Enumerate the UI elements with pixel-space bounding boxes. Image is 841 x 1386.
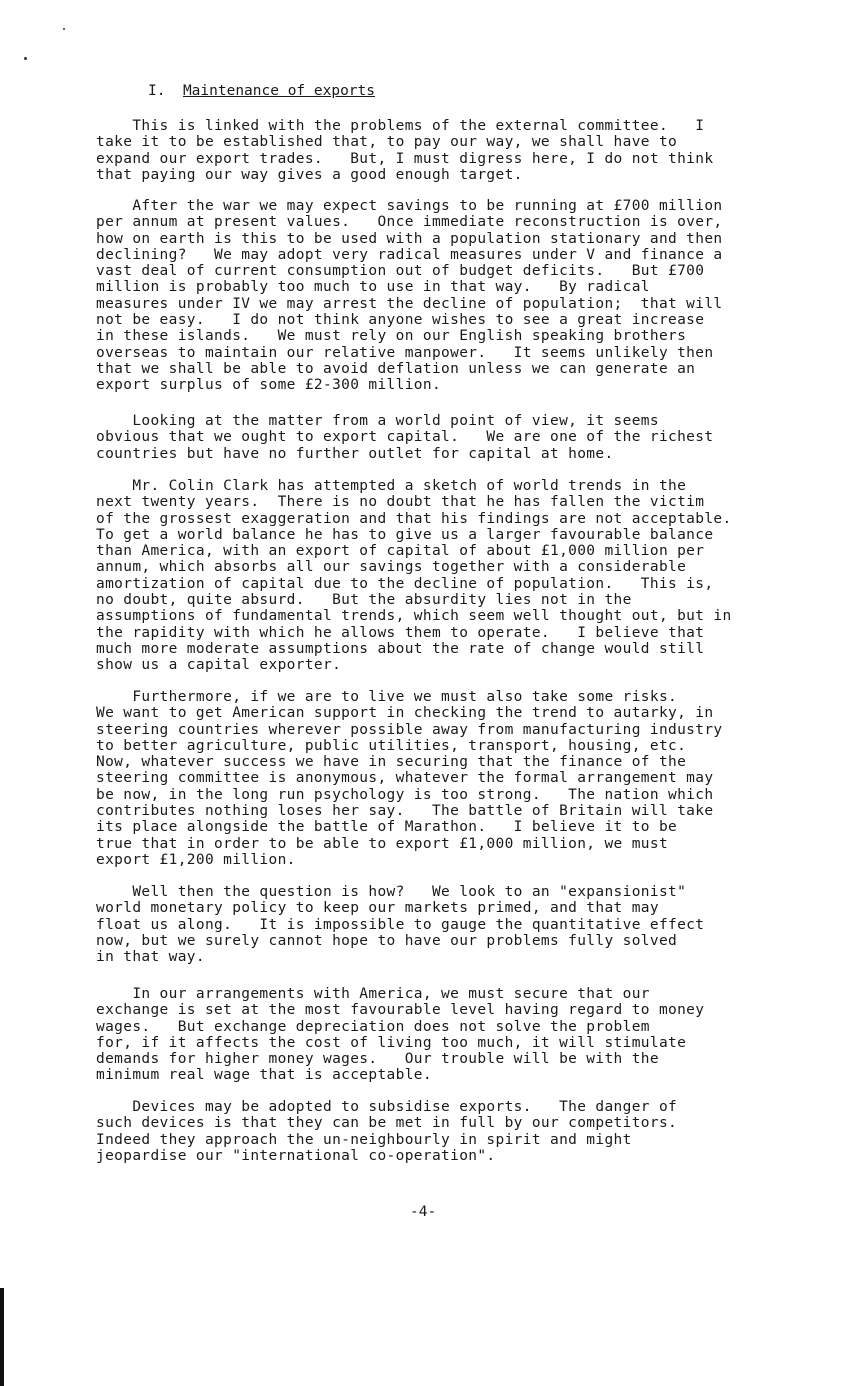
section-title: Maintenance of exports	[182, 83, 375, 99]
paragraph: Devices may be adopted to subsidise exports. The danger of such devices is that they can be met in full by our competitors. Indeed they approach the un-neighbourly in spirit and might jeopardise our "international co-operation".	[96, 1099, 678, 1164]
paragraph: In our arrangements with America, we must secure that our exchange is set at the most favourable level having regard to money wages. But exchange depreciation does not solve the problem for, if it affects the cost of living too much, it will stimulate demands for higher money wages. Our trouble will be with the minimum real wage that is acceptable.	[96, 986, 705, 1084]
paragraph: Looking at the matter from a world point of view, it seems obvious that we ought to export capital. We are one of the richest countries but have no further outlet for capital at home.	[96, 413, 714, 462]
paragraph: Mr. Colin Clark has attempted a sketch of world trends in the next twenty years. There is no doubt that he has fallen the victim of the grossest exaggeration and that his findings are not acceptable. To get a world balance he has to give us a larger favourable balance than America, with an export of capital of about £1,000 million per annum, which absorbs all our savings together with a considerable amortization of capital due to the decline of population. This is, no doubt, quite absurd. But the absurdity lies not in the assumptions of fundamental trends, which seem well thought out, but in the rapidity with which he allows them to operate. I believe that much more moderate assumptions about the rate of change would still show us a capital exporter.	[96, 478, 732, 674]
paragraph: Furthermore, if we are to live we must also take some risks. We want to get American support in checking the trend to autarky, in steering countries wherever possible away from manufacturing industry to better agriculture, public utilities, transport, housing, etc. Now, whatever success we have in securing that the finance of the steering committee is anonymous, whatever the formal arrangement may be now, in the long run psychology is too strong. The nation which contributes nothing loses her say. The battle of Britain will take its place alongside the battle of Marathon. I believe it to be true that in order to be able to export £1,000 million, we must export £1,200 million.	[96, 689, 723, 868]
section-number: I.	[148, 83, 166, 99]
paragraph: After the war we may expect savings to be running at £700 million per annum at present values. Once immediate reconstruction is over, how on earth is this to be used with a population stationary and then declining? We may adopt very radical measures under V and finance a vast deal of current consumption out of budget deficits. But £700 million is probably too much to use in that way. By radical measures under IV we may arrest the decline of population; that will not be easy. I do not think anyone wishes to see a great increase in these islands. We must rely on our English speaking brothers overseas to maintain our relative manpower. It seems unlikely then that we shall be able to avoid deflation unless we can generate an export surplus of some £2-300 million.	[96, 198, 723, 394]
ink-speck	[63, 28, 65, 30]
paragraph: Well then the question is how? We look to an "expansionist" world monetary policy to keep our markets primed, and that may float us along. It is impossible to gauge the quantitative effect now, but we surely cannot hope to have our problems fully solved in that way.	[96, 884, 705, 966]
scan-edge-mark	[0, 1288, 4, 1386]
ink-speck	[24, 57, 27, 60]
paragraph: This is linked with the problems of the external committee. I take it to be established that, to pay our way, we shall have to expand our export trades. But, I must digress here, I do not think that paying our way gives a good enough target.	[96, 118, 714, 183]
section-heading	[148, 83, 375, 99]
page-number: -4-	[410, 1204, 437, 1220]
